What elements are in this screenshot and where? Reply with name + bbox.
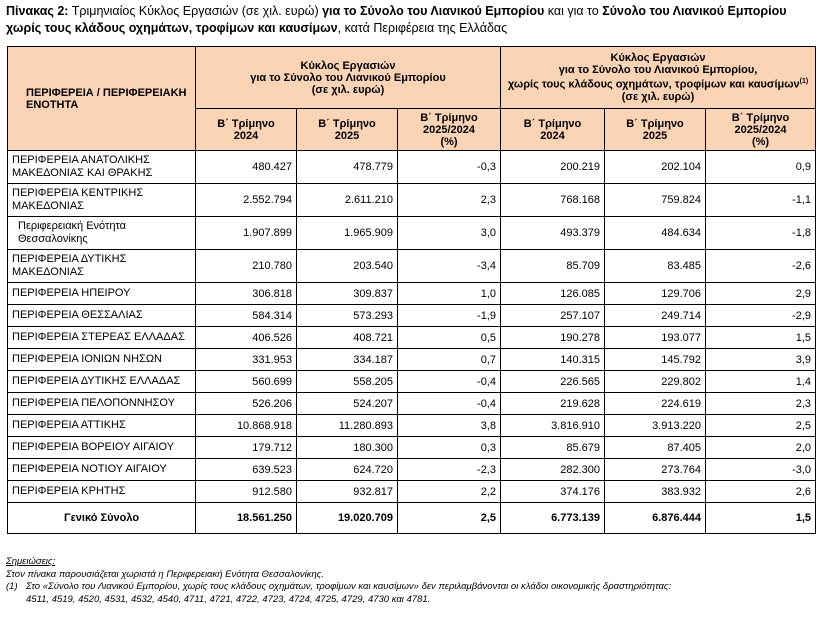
table-row: ΠΕΡΙΦΕΡΕΙΑ ΝΟΤΙΟΥ ΑΙΓΑΙΟΥ 639.523 624.720 -2,3 282.300 273.764 -3,0 [8, 459, 816, 481]
table-row: ΠΕΡΙΦΕΡΕΙΑ ΚΡΗΤΗΣ 912.580 932.817 2,2 374.176 383.932 2,6 [8, 481, 816, 503]
table-title: Πίνακας 2: Τριμηνιαίος Κύκλος Εργασιών (σε χιλ. ευρώ) για το Σύνολο του Λιανικού Εμπορίου και για το Σύνολο του Λιανικού Εμπορίου χωρίς τους κλάδους οχημάτων, τροφίμων και καυσίμων, κατά Περιφέρεια της Ελλάδας [6, 4, 787, 35]
col-b-q2-2024: Β΄ Τρίμηνο 2024 [501, 109, 605, 151]
col-b-change: Β΄ Τρίμηνο 2025/2024 (%) [706, 109, 816, 151]
notes-section [6, 556, 818, 606]
footnote [6, 581, 818, 594]
turnover-table [7, 46, 816, 534]
table-row: ΠΕΡΙΦΕΡΕΙΑ ΣΤΕΡΕΑΣ ΕΛΛΑΔΑΣ 406.526 408.721 0,5 190.278 193.077 1,5 [8, 327, 816, 349]
table-row: ΠΕΡΙΦΕΡΕΙΑ ΔΥΤΙΚΗΣ ΕΛΛΑΔΑΣ 560.699 558.205 -0,4 226.565 229.802 1,4 [8, 371, 816, 393]
table-row: ΠΕΡΙΦΕΡΕΙΑ ΑΤΤΙΚΗΣ 10.868.918 11.280.893 3,8 3.816.910 3.913.220 2,5 [8, 415, 816, 437]
table-row: ΠΕΡΙΦΕΡΕΙΑ ΒΟΡΕΙΟΥ ΑΙΓΑΙΟΥ 179.712 180.300 0,3 85.679 87.405 2,0 [8, 437, 816, 459]
notes-heading: Σημειώσεις: [6, 556, 56, 567]
footnote-mark: (1) [6, 581, 18, 592]
group-total-retail-header: Κύκλος Εργασιών για το Σύνολο του Λιανικού Εμπορίου (σε χιλ. ευρώ) [196, 47, 501, 109]
footnote-codes: 4511, 4519, 4520, 4531, 4532, 4540, 4711, 4721, 4722, 4723, 4724, 4725, 4729, 4730 και 4781. [26, 593, 431, 605]
col-a-change: Β΄ Τρίμηνο 2025/2024 (%) [398, 109, 501, 151]
note-line: Στον πίνακα παρουσιάζεται χωριστά η Περιφερειακή Ενότητα Θεσσαλονίκης. [6, 568, 325, 580]
table-row: ΠΕΡΙΦΕΡΕΙΑ ΑΝΑΤΟΛΙΚΗΣ ΜΑΚΕΔΟΝΙΑΣ ΚΑΙ ΘΡΑΚΗΣ 480.427 478.779 -0,3 200.219 202.104 0,9 [8, 151, 816, 184]
table-row: ΠΕΡΙΦΕΡΕΙΑ ΙΟΝΙΩΝ ΝΗΣΩΝ 331.953 334.187 0,7 140.315 145.792 3,9 [8, 349, 816, 371]
region-column-header: ΠΕΡΙΦΕΡΕΙΑ / ΠΕΡΙΦΕΡΕΙΑΚΗ ΕΝΟΤΗΤΑ [8, 47, 196, 151]
footnote-text: Στο «Σύνολο του Λιανικού Εμπορίου, χωρίς τους κλάδους οχημάτων, τροφίμων και καυσίμων» δεν περιλαμβάνονται οι κλάδοι οικονομικής δραστηριότητας: [26, 581, 672, 592]
col-a-q2-2024: Β΄ Τρίμηνο 2024 [196, 109, 297, 151]
table-row: ΠΕΡΙΦΕΡΕΙΑ ΠΕΛΟΠΟΝΝΗΣΟΥ 526.206 524.207 -0,4 219.628 224.619 2,3 [8, 393, 816, 415]
col-a-q2-2025: Β΄ Τρίμηνο 2025 [297, 109, 398, 151]
table-row: Περιφερειακή Ενότητα Θεσσαλονίκης 1.907.899 1.965.909 3,0 493.379 484.634 -1,8 [8, 217, 816, 250]
table-row: ΠΕΡΙΦΕΡΕΙΑ ΚΕΝΤΡΙΚΗΣ ΜΑΚΕΔΟΝΙΑΣ 2.552.794 2.611.210 2,3 768.168 759.824 -1,1 [8, 184, 816, 217]
group-retail-excl-header: Κύκλος Εργασιών για το Σύνολο του Λιανικού Εμπορίου, χωρίς τους κλάδους οχημάτων, τροφίμων και καυσίμων$^{(1)}$ (σε χιλ. ευρώ) [501, 47, 816, 109]
table-row: ΠΕΡΙΦΕΡΕΙΑ ΘΕΣΣΑΛΙΑΣ 584.314 573.293 -1,9 257.107 249.714 -2,9 [8, 305, 816, 327]
table-row: ΠΕΡΙΦΕΡΕΙΑ ΗΠΕΙΡΟΥ 306.818 309.837 1,0 126.085 129.706 2,9 [8, 283, 816, 305]
col-b-q2-2025: Β΄ Τρίμηνο 2025 [605, 109, 706, 151]
table-row: ΠΕΡΙΦΕΡΕΙΑ ΔΥΤΙΚΗΣ ΜΑΚΕΔΟΝΙΑΣ 210.780 203.540 -3,4 85.709 83.485 -2,6 [8, 250, 816, 283]
title-label: Πίνακας 2: [6, 4, 69, 18]
total-row: Γενικό Σύνολο 18.561.250 19.020.709 2,5 6.773.139 6.876.444 1,5 [8, 503, 816, 534]
